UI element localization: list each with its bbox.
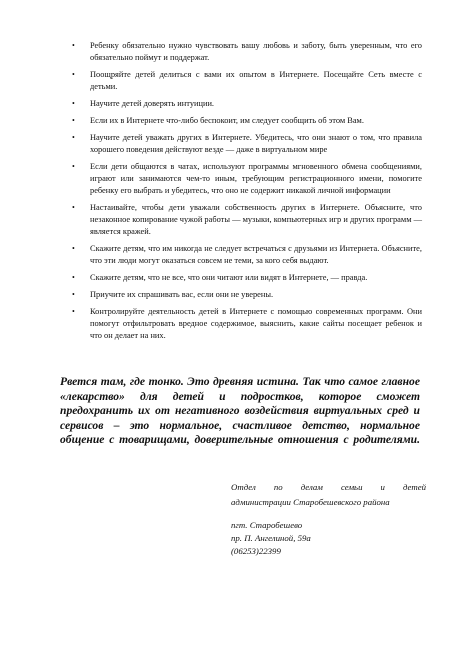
list-item — [72, 272, 422, 284]
list-item — [72, 132, 422, 156]
emphasis-paragraph: Рвется там, где тонко. Это древняя истина. Так что самое главное «лекарство» для детей и подростков, которое сможет предохранить их от негативного воздействия виртуальных сред и сервисов – это нормальное, счастливое детство, нормальное общение с товарищами, доверительные отношения с родителями. — [60, 375, 420, 447]
list-item-text: Приучите их спрашивать вас, если они не уверены. — [90, 289, 274, 299]
phone-number: (06253)22399 — [231, 546, 281, 557]
bullet-icon: • — [72, 115, 75, 125]
address-street: пр. П. Ангелиной, 59а — [231, 533, 311, 544]
advice-list — [72, 40, 422, 347]
list-item-text: Поощряйте детей делиться с вами их опытом в Интернете. Посещайте Сеть вместе с детьми. — [90, 70, 422, 92]
list-item-text: Ребенку обязательно нужно чувствовать вашу любовь и заботу, быть уверенным, что его обязательно поймут и поддержат. — [90, 41, 422, 63]
list-item-text: Если их в Интернете что-либо беспокоит, им следует сообщить об этом Вам. — [90, 115, 364, 125]
bullet-icon: • — [72, 41, 75, 50]
list-item — [72, 289, 422, 301]
bullet-icon: • — [72, 289, 75, 299]
bullet-icon: • — [72, 99, 75, 108]
list-item-text: Настаивайте, чтобы дети уважали собственность других в Интернете. Объясните, что незаконное копирование чужой работы — музыки, компьютерных игр и других программ — является кражей. — [90, 202, 422, 237]
list-item — [72, 115, 422, 127]
bullet-icon: • — [72, 161, 75, 171]
address-settlement: пгт. Старобешево — [231, 520, 303, 530]
bullet-icon: • — [72, 273, 75, 282]
list-item-text: Научите детей доверять интуиции. — [90, 99, 215, 108]
list-item-text: Научите детей уважать других в Интернете. Убедитесь, что они знают о том, что правила хорошего поведения действуют везде — даже в виртуальном мире — [90, 132, 422, 154]
signature-administration: администрации Старобешевского района — [231, 497, 390, 507]
list-item — [72, 306, 422, 343]
list-item — [72, 98, 422, 110]
bullet-icon: • — [72, 244, 75, 253]
list-item-text: Если дети общаются в чатах, используют программы мгновенного обмена сообщениями, играют или занимаются чем-то иным, требующим регистрационного имени, помогите ребенку его выбрать и убедитесь, что оно не содержит никакой личной информации — [90, 161, 422, 195]
contact-block — [231, 519, 426, 559]
bullet-icon: • — [72, 132, 75, 142]
list-item-text: Скажите детям, что не все, что они читают или видят в Интернете, — правда. — [90, 273, 368, 282]
list-item — [72, 40, 422, 64]
bullet-icon: • — [72, 70, 75, 79]
list-item-text: Скажите детям, что им никогда не следует встречаться с друзьями из Интернета. Объясните, что эти люди могут оказаться совсем не теми, за кого себя выдают. — [90, 244, 422, 266]
bullet-icon: • — [72, 306, 75, 316]
list-item — [72, 161, 422, 198]
list-item — [72, 69, 422, 93]
bullet-icon: • — [72, 202, 75, 212]
list-item — [72, 243, 422, 267]
list-item-text: Контролируйте деятельность детей в Интернете с помощью современных программ. Они помогут отфильтровать вредное содержимое, выяснить, какие сайты посещает ребенок и что он делает на них. — [90, 306, 422, 340]
list-item — [72, 202, 422, 239]
signature-department: Отдел по делам семьи и детей — [231, 482, 426, 492]
